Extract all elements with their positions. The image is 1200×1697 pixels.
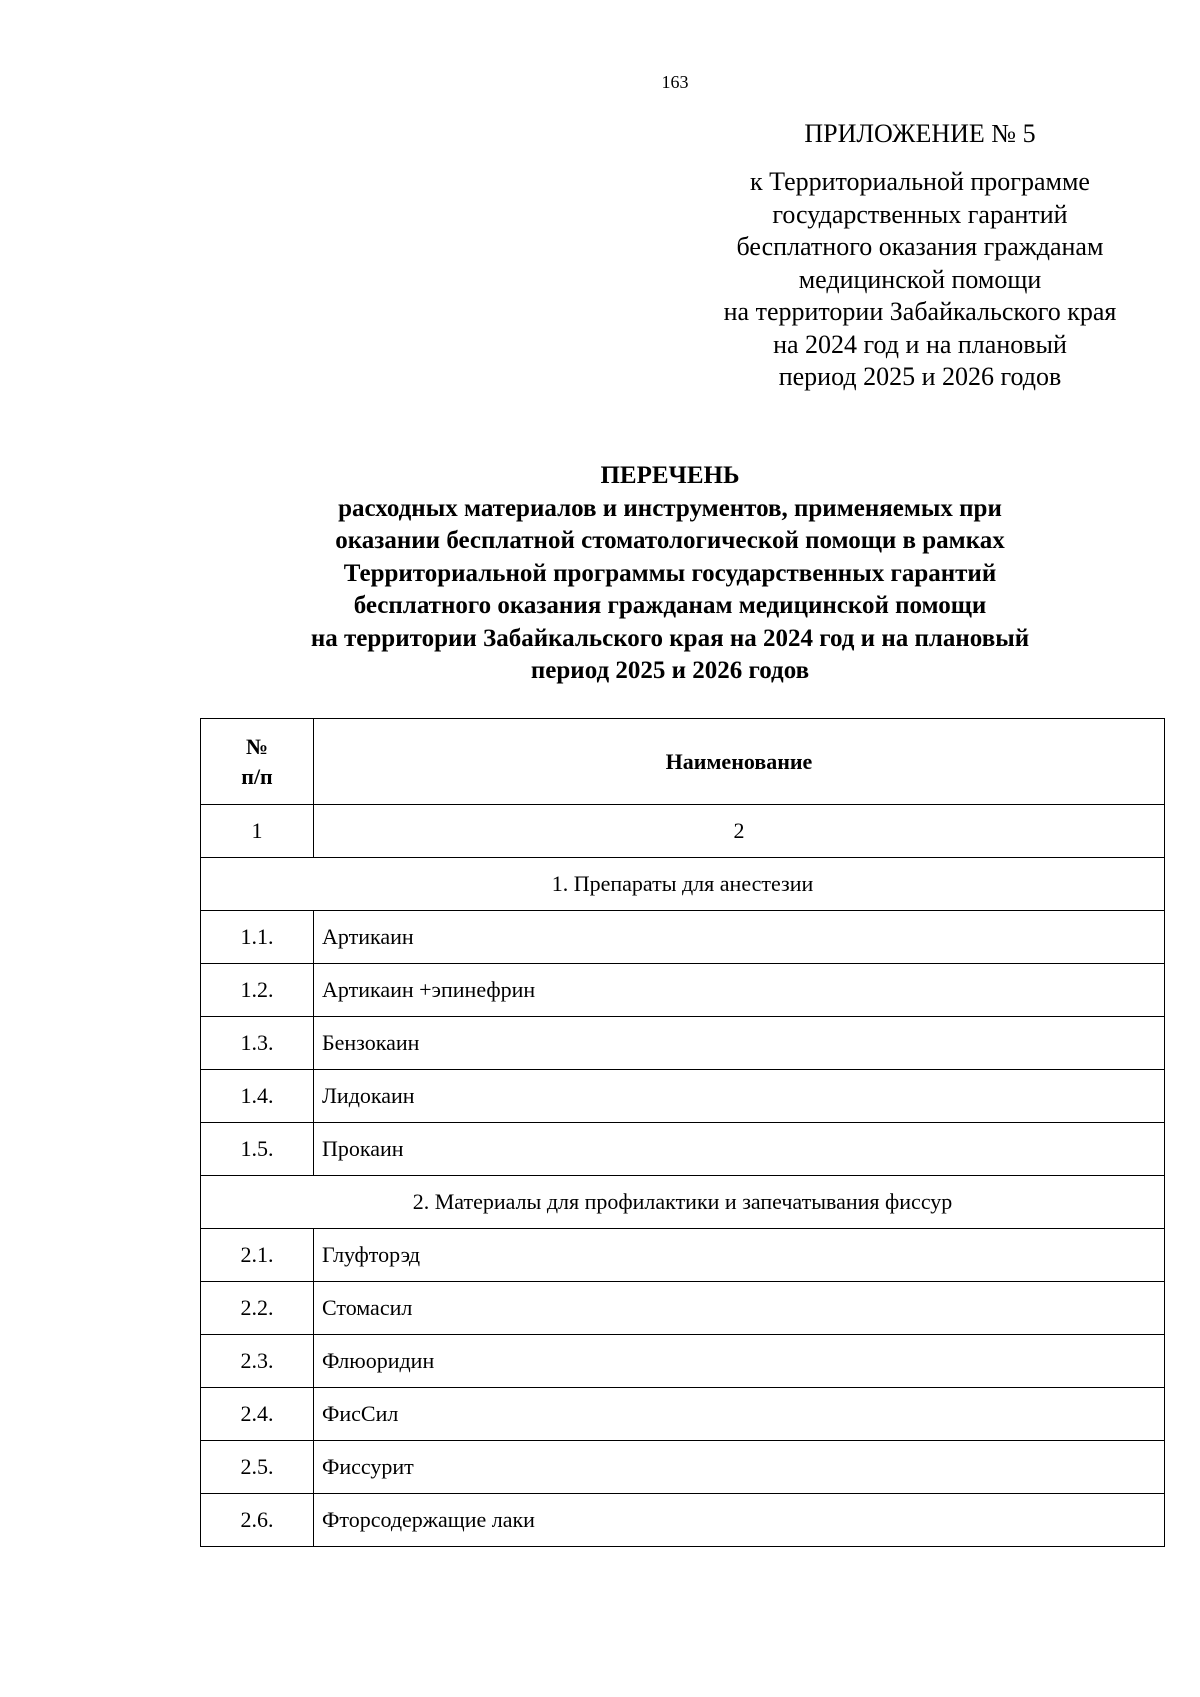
table-row — [201, 1017, 1165, 1070]
section-row — [201, 1176, 1165, 1229]
table-header-row — [201, 719, 1165, 805]
row-name: Лидокаин — [314, 1070, 1165, 1123]
document-heading: ПЕРЕЧЕНЬ — [600, 462, 740, 489]
row-name: Бензокаин — [314, 1017, 1165, 1070]
annex-subtitle-line: медицинской помощи — [798, 264, 1042, 294]
row-name: Фиссурит — [314, 1441, 1165, 1494]
table-row — [201, 1229, 1165, 1282]
row-number: 1.1. — [201, 911, 314, 964]
annex-subtitle-line: бесплатного оказания гражданам — [736, 232, 1104, 261]
row-number: 2.5. — [201, 1441, 314, 1494]
materials-table — [200, 718, 1165, 1547]
annex-subtitle — [640, 166, 1200, 394]
section-row — [201, 858, 1165, 911]
table-row — [201, 1282, 1165, 1335]
header-name-cell: Наименование — [314, 719, 1165, 805]
row-name: Стомасил — [314, 1282, 1165, 1335]
annex-subtitle-line: государственных гарантий — [772, 199, 1068, 229]
row-number: 2.3. — [201, 1335, 314, 1388]
index-cell: 1 — [201, 805, 314, 858]
row-number: 2.2. — [201, 1282, 314, 1335]
row-name: Флюоридин — [314, 1335, 1165, 1388]
row-number: 1.3. — [201, 1017, 314, 1070]
page-number: 163 — [661, 72, 689, 92]
annex-title: ПРИЛОЖЕНИЕ № 5 — [804, 119, 1036, 148]
annex-subtitle-line: на территории Забайкальского края — [723, 297, 1117, 326]
row-number: 1.2. — [201, 964, 314, 1017]
header-number-label: п/п — [241, 763, 273, 789]
header-number-symbol: № — [245, 733, 269, 759]
row-name: Глуфторэд — [314, 1229, 1165, 1282]
document-title — [240, 460, 1100, 688]
row-name: Прокаин — [314, 1123, 1165, 1176]
document-title-line: оказании бесплатной стоматологической помощи в рамках — [335, 527, 1005, 554]
table-row — [201, 1123, 1165, 1176]
table-row — [201, 1494, 1165, 1547]
table-row — [201, 1070, 1165, 1123]
document-title-line: Территориальной программы государственных гарантий — [343, 559, 997, 587]
row-number: 1.4. — [201, 1070, 314, 1123]
document-title-line: на территории Забайкальского края на 2024 год и на плановый — [310, 624, 1030, 652]
annex-subtitle-line: период 2025 и 2026 годов — [778, 362, 1062, 391]
table-row — [201, 1335, 1165, 1388]
table-row — [201, 1388, 1165, 1441]
row-number: 2.4. — [201, 1388, 314, 1441]
table-row — [201, 964, 1165, 1017]
row-number: 2.1. — [201, 1229, 314, 1282]
document-title-line: расходных материалов и инструментов, применяемых при — [338, 494, 1002, 522]
row-name: Фторсодержащие лаки — [314, 1494, 1165, 1547]
row-number: 1.5. — [201, 1123, 314, 1176]
annex-subtitle-line: к Территориальной программе — [750, 167, 1090, 196]
document-title-line: период 2025 и 2026 годов — [530, 657, 810, 684]
section-title: 1. Препараты для анестезии — [201, 858, 1165, 911]
document-title-line: бесплатного оказания гражданам медицинской помощи — [353, 592, 987, 619]
row-name: Артикаин — [314, 911, 1165, 964]
row-name: ФисСил — [314, 1388, 1165, 1441]
table-index-row — [201, 805, 1165, 858]
section-title: 2. Материалы для профилактики и запечатывания фиссур — [201, 1176, 1165, 1229]
row-name: Артикаин +эпинефрин — [314, 964, 1165, 1017]
table-row — [201, 911, 1165, 964]
row-number: 2.6. — [201, 1494, 314, 1547]
annex-subtitle-line: на 2024 год и на плановый — [773, 329, 1067, 359]
table-row — [201, 1441, 1165, 1494]
index-cell: 2 — [314, 805, 1165, 858]
header-number-cell — [201, 719, 314, 805]
